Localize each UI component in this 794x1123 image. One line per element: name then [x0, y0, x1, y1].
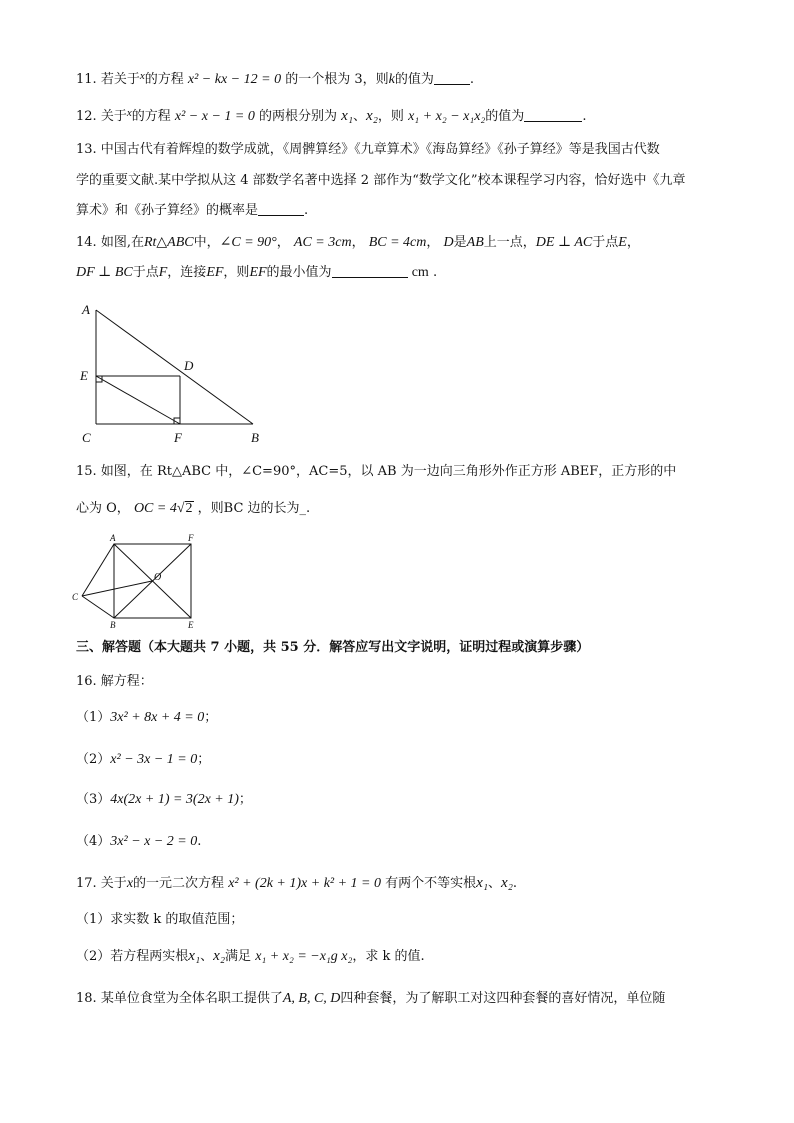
question-12: 12. 关于$^x$的方程 x² − x − 1 = 0 的两根分别为 x₁、x₂，则 x₁ + x₂ − x₁x₂的值为 . [76, 107, 587, 124]
label-f: F [174, 430, 182, 445]
question-16-item-2: （2）x² − 3x − 1 = 0； [76, 752, 211, 767]
expression: x₁ + x₂ − x₁x₂ [408, 109, 486, 124]
question-17-part-2: （2）若方程两实根x₁、x₂满足 x₁ + x₂ = −x₁g x₂，求 k 的值. [76, 948, 425, 964]
question-16-item-1: （1）3x² + 8x + 4 = 0； [76, 710, 218, 725]
label-c: C [72, 592, 79, 602]
question-14-line-1: 14. 如图,在Rt△ABC中，∠C = 90°， AC = 3cm， BC = 4cm， D是AB上一点，DE ⊥ AC于点E， [76, 235, 640, 250]
answer-blank[interactable] [258, 201, 304, 216]
equation: x² + (2k + 1)x + k² + 1 = 0 [228, 876, 381, 891]
side-ab [96, 310, 253, 424]
question-18: 18. 某单位食堂为全体名职工提供了A, B, C, D四种套餐，为了解职工对这四种套餐的喜好情况，单位随 [76, 991, 666, 1006]
question-13-line-3: 算术》和《孙子算经》的概率是 . [76, 203, 309, 218]
side-ca [82, 544, 114, 596]
section-heading: 三、解答题（本大题共 7 小题，共 55 分．解答应写出文字说明，证明过程或演算步骤） [76, 640, 590, 655]
label-o: O [154, 572, 162, 583]
label-d: D [184, 358, 194, 373]
label-f: F [188, 533, 194, 543]
equation: x² − x − 1 = 0 [174, 109, 255, 124]
label-b: B [251, 430, 259, 445]
label-e: E [188, 620, 194, 630]
question-17-line-1: 17. 关于x的一元二次方程 x² + (2k + 1)x + k² + 1 = 0 有两个不等实根x₁、x₂. [76, 875, 518, 891]
answer-blank[interactable] [332, 263, 408, 278]
question-14-line-2: DF ⊥ BC于点F，连接EF，则EF的最小值为 cm . [76, 265, 438, 280]
question-11: 11. 若关于$^x$的方程 x² − kx − 12 = 0 的一个根为 3，则k的值为 . [76, 70, 474, 87]
label-a: A [82, 302, 90, 317]
label-e: E [80, 368, 88, 383]
question-15-line-1: 15. 如图，在 Rt△ABC 中，∠C=90°，AC=5，以 AB 为一边向三角形外作正方形 ABEF，正方形的中 [76, 464, 677, 479]
equation: x² − kx − 12 = 0 [187, 72, 282, 87]
segment-oc [82, 581, 152, 596]
question-15-line-2: 心为 O， OC = 4√2 ，则BC 边的长为_. [76, 501, 311, 516]
question-16-item-3: （3）4x(2x + 1) = 3(2x + 1)； [76, 792, 252, 807]
label-b: B [110, 620, 116, 630]
question-16-item-4: （4）3x² − x − 2 = 0. [76, 834, 202, 849]
question-13-line-1: 13. 中国古代有着辉煌的数学成就，《周髀算经》《九章算术》《海岛算经》《孙子算经》等是我国古代数 [76, 142, 660, 157]
answer-blank[interactable] [434, 70, 470, 85]
figure-15 [68, 532, 208, 630]
side-cb [82, 596, 114, 618]
figure-14 [70, 298, 270, 450]
question-13-line-2: 学的重要文献.某中学拟从这 4 部数学名著中选择 2 部作为“数学文化”校本课程学习内容，恰好选中《九章 [76, 173, 686, 188]
question-16-title: 16. 解方程： [76, 674, 153, 689]
question-17-part-1: （1）求实数 k 的取值范围； [76, 912, 244, 927]
label-c: C [82, 430, 91, 445]
segment-ef [96, 376, 180, 424]
answer-blank[interactable] [524, 107, 582, 122]
label-a: A [110, 533, 116, 543]
